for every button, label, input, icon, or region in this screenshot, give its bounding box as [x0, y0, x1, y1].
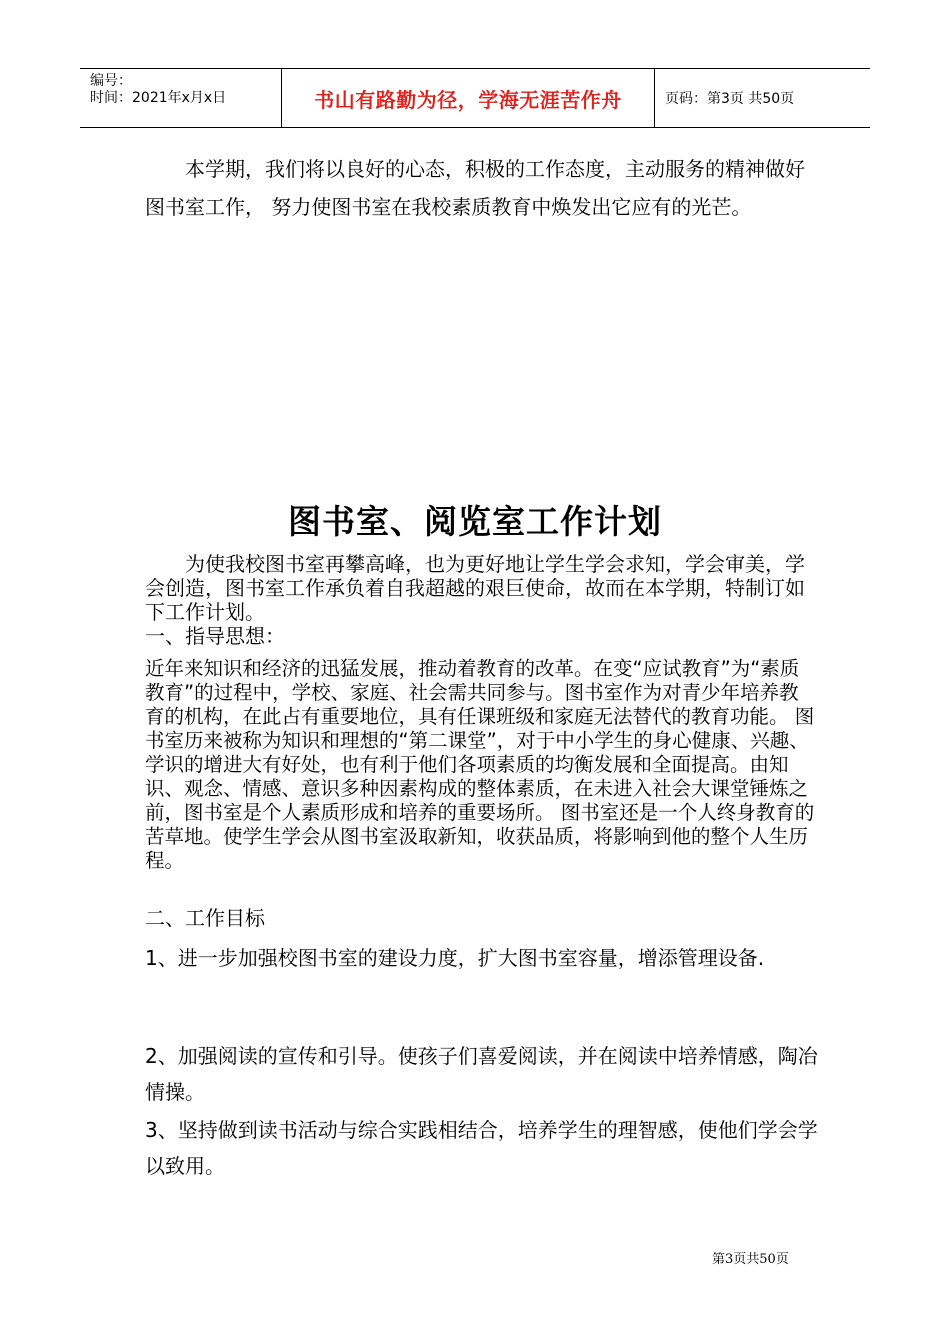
guiding-ideology-text: 近年来知识和经济的迅猛发展，推动着教育的改革。在变“应试教育”为“素质教育”的过程中，学校、家庭、社会需共同参与。图书室作为对青少年培养教育的机构，在此占有重要地位，具有任课班级和家庭无法替代的教育功能。 图书室历来被称为知识和理想的“第二课堂”，对于中小学生的身心健康、兴趣、学识的增进大有好处，也有利于他们各项素质的均衡发展和全面提高。由知识、观念、情感、意识多种因素构成的整体素质，在未进入社会大课堂锤炼之前，图书室是个人素质形成和培养的重要场所。 图书室还是一个人终身教育的苦草地。使学生学会从图书室汲取新知，收获品质，将影响到他的整个人生历程。	[145, 657, 815, 872]
time-label: 时间：2021年x月x日	[90, 90, 227, 106]
intro-paragraph: 为使我校图书室再攀高峰，也为更好地让学生学会求知，学会审美，学会创造，图书室工作承负着自我超越的艰巨使命，故而在本学期，特制订如下工作计划。	[145, 552, 805, 624]
opening-paragraph: 本学期，我们将以良好的心态，积极的工作态度，主动服务的精神做好图书室工作， 努力使图书室在我校素质教育中焕发出它应有的光芒。	[145, 157, 805, 219]
goal-item-3: 3、坚持做到读书活动与综合实践相结合，培养学生的理智感，使他们学会学以致用。	[145, 1118, 818, 1178]
page-header	[80, 68, 870, 128]
header-page-cell	[655, 69, 870, 127]
goal-item-2: 2、加强阅读的宣传和引导。使孩子们喜爱阅读，并在阅读中培养情感，陶冶情操。	[145, 1044, 818, 1104]
page-footer: 第3页共50页	[712, 1252, 789, 1267]
document-title: 图书室、阅览室工作计划	[288, 502, 662, 541]
header-meta	[80, 69, 282, 127]
section-heading-guiding-ideology: 一、指导思想：	[145, 624, 285, 648]
goal-item-1: 1、进一步加强校图书室的建设力度，扩大图书室容量，增添管理设备.	[145, 946, 765, 970]
number-label: 编号：	[90, 73, 132, 89]
header-page-info: 页码：第3页 共50页	[665, 91, 795, 107]
section-heading-work-goals: 二、工作目标	[145, 906, 265, 930]
header-motto: 书山有路勤为径，学海无涯苦作舟	[314, 87, 622, 112]
header-motto-cell	[282, 69, 655, 127]
